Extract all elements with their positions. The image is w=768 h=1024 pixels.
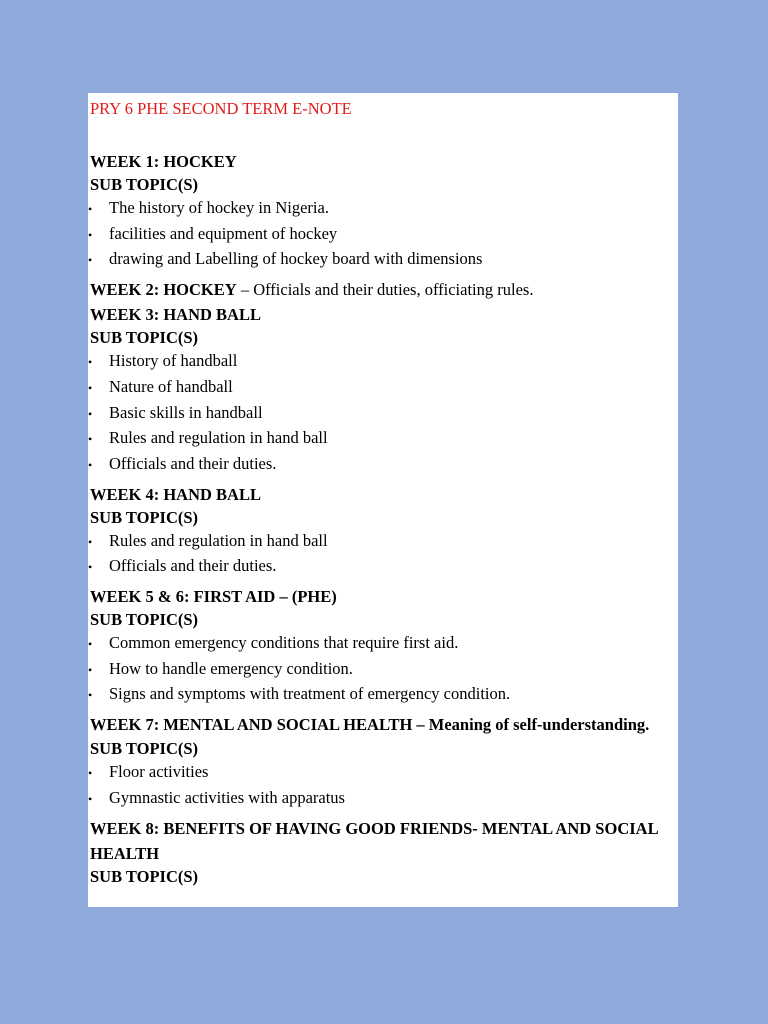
bullet-icon: • — [88, 560, 93, 575]
topic-text: Nature of handball — [109, 376, 233, 396]
topic-text: Basic skills in handball — [109, 402, 263, 422]
document-title: PRY 6 PHE SECOND TERM E-NOTE — [90, 99, 352, 118]
list-item — [90, 656, 676, 682]
list-item — [90, 759, 676, 785]
document-page — [88, 93, 678, 907]
topic-text: Officials and their duties. — [109, 556, 277, 576]
week-7-topic-list — [90, 759, 676, 810]
bullet-icon: • — [88, 227, 93, 242]
week-8-heading: WEEK 8: BENEFITS OF HAVING GOOD FRIENDS- MENTAL AND SOCIAL HEALTH — [90, 818, 658, 863]
topic-text: The history of hockey in Nigeria. — [109, 198, 329, 217]
week-4-sub-topic-label: SUB TOPIC(S) — [90, 507, 199, 527]
topic-text: Floor activities — [109, 762, 209, 782]
bullet-icon: • — [88, 637, 93, 652]
bullet-icon: • — [88, 253, 93, 268]
bullet-icon: • — [88, 662, 93, 677]
topic-text: Rules and regulation in hand ball — [109, 530, 328, 550]
topic-text: Rules and regulation in hand ball — [109, 428, 328, 448]
topic-text: Gymnastic activities with apparatus — [109, 787, 345, 807]
bullet-icon: • — [88, 432, 93, 447]
bullet-icon: • — [88, 766, 93, 781]
topic-text: Signs and symptoms with treatment of emergency condition. — [109, 684, 511, 704]
bullet-icon: • — [88, 406, 93, 421]
week-3-topic-list — [90, 348, 676, 477]
bullet-icon: • — [88, 202, 93, 216]
bullet-icon: • — [88, 355, 93, 370]
topic-text: facilities and equipment of hockey — [109, 223, 338, 243]
topic-text: Common emergency conditions that require first aid. — [109, 633, 459, 653]
topic-text: How to handle emergency condition. — [109, 658, 353, 678]
bullet-icon: • — [88, 380, 93, 395]
list-item — [90, 221, 676, 247]
title-spacer — [90, 119, 676, 149]
week-2-heading — [90, 277, 676, 302]
week-8-sub-topic-label: SUB TOPIC(S) — [90, 866, 199, 886]
list-item — [90, 246, 676, 272]
week-3-sub-topic-label: SUB TOPIC(S) — [90, 328, 199, 348]
list-item — [90, 348, 676, 374]
week-2-heading-title: WEEK 2: HOCKEY — [90, 280, 237, 300]
week-3-heading: WEEK 3: HAND BALL — [90, 305, 261, 325]
week-4-topic-list — [90, 528, 676, 579]
week-5-6-heading: WEEK 5 & 6: FIRST AID – (PHE) — [90, 587, 337, 607]
topic-text: drawing and Labelling of hockey board with dimensions — [109, 249, 483, 269]
bullet-icon: • — [88, 457, 93, 472]
topic-text: History of handball — [109, 351, 238, 371]
week-1-heading: WEEK 1: HOCKEY — [90, 152, 237, 171]
week-1-sub-topic-label: SUB TOPIC(S) — [90, 175, 199, 194]
week-7-heading: WEEK 7: MENTAL AND SOCIAL HEALTH – Meaning of self-understanding. — [90, 715, 650, 735]
bullet-icon: • — [88, 791, 93, 806]
bullet-icon: • — [88, 688, 93, 703]
list-item — [90, 553, 676, 579]
week-5-6-topic-list — [90, 630, 676, 707]
list-item — [90, 528, 676, 554]
week-1-topic-list — [90, 195, 676, 272]
list-item — [90, 451, 676, 477]
week-4-heading: WEEK 4: HAND BALL — [90, 484, 261, 504]
document-content — [90, 99, 676, 887]
list-item — [90, 630, 676, 656]
topic-text: Officials and their duties. — [109, 453, 277, 473]
list-item — [90, 374, 676, 400]
list-item — [90, 425, 676, 451]
list-item — [90, 785, 676, 811]
list-item — [90, 400, 676, 426]
week-7-sub-topic-label: SUB TOPIC(S) — [90, 739, 199, 759]
week-5-6-sub-topic-label: SUB TOPIC(S) — [90, 610, 199, 630]
week-2-description: – Officials and their duties, officiating rules. — [236, 280, 534, 300]
bullet-icon: • — [88, 534, 93, 549]
list-item — [90, 681, 676, 707]
list-item — [90, 195, 676, 221]
